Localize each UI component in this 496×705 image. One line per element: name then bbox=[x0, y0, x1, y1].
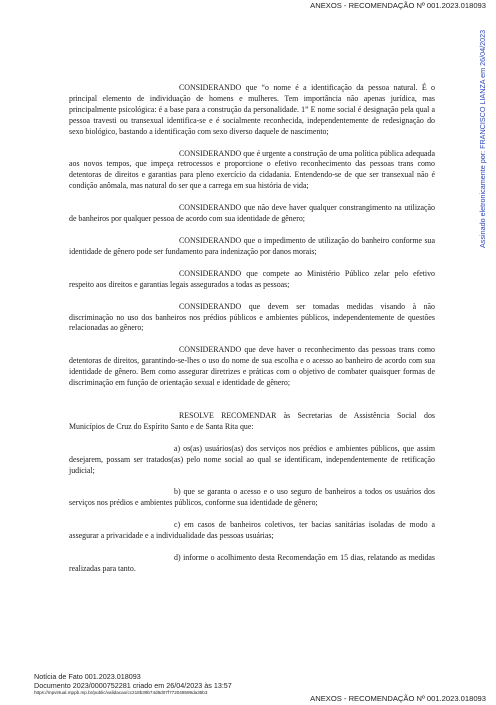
considerando-paragraph: CONSIDERANDO que devem ser tomadas medidas visando à não discriminação no uso dos banheiros nos prédios públicos e ambientes públicos, independentemente de questões relacionadas ao gênero; bbox=[69, 301, 435, 333]
considerando-paragraph: CONSIDERANDO que “o nome é a identificação da pessoa natural. É o principal elemento de individuação de homens e mulheres. Tem importância não apenas jurídica, mas principalmente psicológica: é a base para a construção da personalidade. 1” E nome social é designação pela qual a pessoa travesti ou transexual identifica-se e é socialmente reconhecida, independentemente de redesignação do sexo biológico, bastando a identificação com sexo diverso daquele de nascimento; bbox=[69, 83, 435, 136]
recommendation-item-a: a) os(as) usuários(as) dos serviços nos prédios e ambientes públicos, que assim desejarem, possam ser tratados(as) pelo nome social ao qual se identificam, independentemente de retificação judicial; bbox=[69, 443, 435, 475]
electronic-signature-stamp: Assinado eletronicamente por: FRANCISCO LIANZA em 26/04/2023 bbox=[478, 29, 487, 248]
recommendation-item-c: c) em casos de banheiros coletivos, ter bacias sanitárias isoladas de modo a assegurar a privacidade e a individualidade das pessoas usuárias; bbox=[69, 520, 435, 541]
resolve-recomendar-paragraph: RESOLVE RECOMENDAR às Secretarias de Assistência Social dos Municípios de Cruz do Espírito Santo e de Santa Rita que: bbox=[69, 410, 435, 431]
footer-documento-info: Documento 2023/0000752281 criado em 26/04/2023 às 13:57 bbox=[34, 680, 232, 690]
recommendation-item-d: d) informe o acolhimento desta Recomendação em 15 dias, relatando as medidas realizadas para tanto. bbox=[69, 553, 435, 573]
footer-noticia-de-fato: Notícia de Fato 001.2023.018093 bbox=[34, 672, 141, 681]
footer-document-label: ANEXOS - RECOMENDAÇÃO Nº 001.2023.018093 bbox=[310, 694, 486, 703]
recommendation-item-b: b) que se garanta o acesso e o uso seguro de banheiros a todos os usuários dos serviços nos prédios e ambientes públicos, conforme sua identidade de gênero; bbox=[69, 487, 435, 508]
considerando-paragraph: CONSIDERANDO que é urgente a construção de uma política pública adequada aos novos tempos, que impeça retrocessos e proporcione o efetivo reconhecimento das pessoas trans como detentoras de direitos e garantias para pleno exercício da cidadania. Entendendo-se de que ser transexual não é condição anômala, mas natural do ser que a carrega em sua história de vida; bbox=[69, 148, 435, 191]
considerando-paragraph: CONSIDERANDO que não deve haver qualquer constrangimento na utilização de banheiros por qualquer pessoa de acordo com sua identidade de gênero; bbox=[69, 203, 435, 224]
footer-validation-link[interactable]: https://mpvirtual.mppb.mp.br/public/validacao/cc218b39b74d8d07f772048599da35b3 bbox=[34, 690, 208, 696]
considerando-paragraph: CONSIDERANDO que deve haver o reconhecimento das pessoas trans como detentoras de direitos, garantindo-se-lhes o uso do nome de sua escolha e o acesso ao banheiro de acordo com sua identidade de gênero. Bem como assegurar diretrizes e práticas com o objetivo de combater quaisquer formas de discriminação em função de orientação sexual e identidade de gênero; bbox=[69, 345, 435, 388]
document-footer bbox=[34, 673, 232, 696]
considerando-paragraph: CONSIDERANDO que compete ao Ministério Público zelar pelo efetivo respeito aos direitos e garantias legais assegurados a todas as pessoas; bbox=[69, 268, 435, 289]
header-document-label: ANEXOS - RECOMENDAÇÃO Nº 001.2023.018093 bbox=[310, 1, 486, 10]
document-body bbox=[69, 83, 435, 586]
considerando-paragraph: CONSIDERANDO que o impedimento de utilização do banheiro conforme sua identidade de gênero pode ser fundamento para indenização por danos morais; bbox=[69, 235, 435, 256]
